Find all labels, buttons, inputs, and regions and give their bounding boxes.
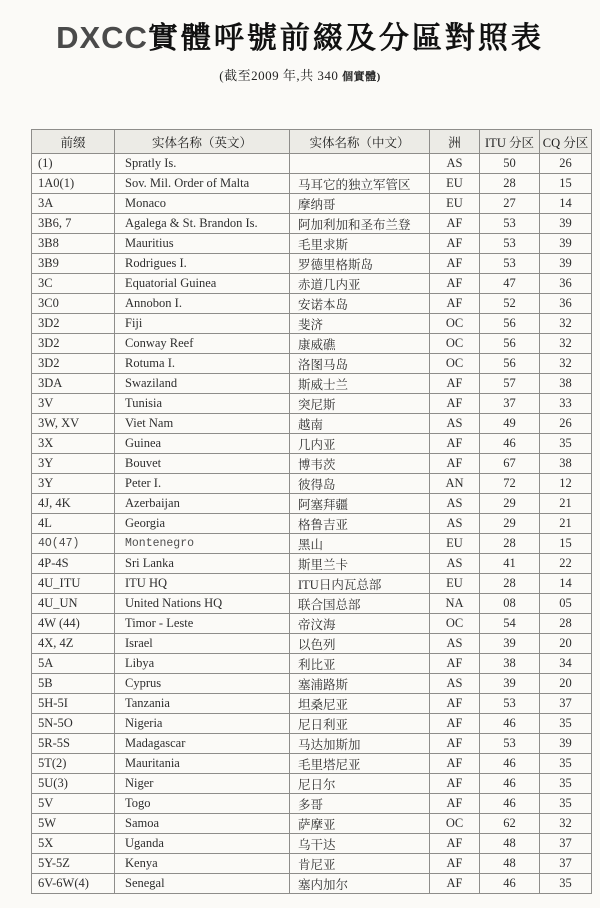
cell-cq-zone: 32 (540, 814, 592, 834)
cell-name-en: Tunisia (115, 394, 290, 414)
cell-cq-zone: 35 (540, 794, 592, 814)
cell-name-en: Kenya (115, 854, 290, 874)
dxcc-table (31, 129, 592, 894)
cell-continent: AF (430, 754, 480, 774)
cell-cq-zone: 37 (540, 694, 592, 714)
table-row (32, 294, 592, 314)
cell-cq-zone: 28 (540, 614, 592, 634)
cell-itu-zone: 54 (480, 614, 540, 634)
cell-prefix: 5B (32, 674, 115, 694)
cell-name-en: Cyprus (115, 674, 290, 694)
cell-prefix: 5T(2) (32, 754, 115, 774)
cell-itu-zone: 72 (480, 474, 540, 494)
cell-continent: AF (430, 394, 480, 414)
cell-prefix: 6V-6W(4) (32, 874, 115, 894)
cell-continent: AF (430, 854, 480, 874)
table-row (32, 514, 592, 534)
cell-cq-zone: 05 (540, 594, 592, 614)
cell-name-cn: 几内亚 (290, 434, 430, 454)
cell-itu-zone: 28 (480, 174, 540, 194)
cell-name-en: Sov. Mil. Order of Malta (115, 174, 290, 194)
cell-name-en: Rotuma I. (115, 354, 290, 374)
cell-cq-zone: 32 (540, 314, 592, 334)
cell-prefix: 5Y-5Z (32, 854, 115, 874)
cell-name-en: Swaziland (115, 374, 290, 394)
cell-continent: AS (430, 414, 480, 434)
cell-name-en: Rodrigues I. (115, 254, 290, 274)
table-body (32, 154, 592, 894)
cell-prefix: 3Y (32, 454, 115, 474)
cell-name-en: Guinea (115, 434, 290, 454)
cell-continent: AF (430, 234, 480, 254)
cell-cq-zone: 36 (540, 294, 592, 314)
cell-prefix: 3D2 (32, 314, 115, 334)
cell-name-en: Fiji (115, 314, 290, 334)
page-subtitle (0, 66, 600, 87)
cell-name-cn: 格鲁吉亚 (290, 514, 430, 534)
cell-name-cn: 突尼斯 (290, 394, 430, 414)
cell-name-cn: 黑山 (290, 534, 430, 554)
cell-prefix: 5A (32, 654, 115, 674)
cell-cq-zone: 15 (540, 534, 592, 554)
cell-itu-zone: 50 (480, 154, 540, 174)
cell-itu-zone: 67 (480, 454, 540, 474)
cell-name-en: Bouvet (115, 454, 290, 474)
cell-name-en: Annobon I. (115, 294, 290, 314)
table-row (32, 654, 592, 674)
cell-continent: AS (430, 554, 480, 574)
cell-itu-zone: 46 (480, 754, 540, 774)
cell-prefix: 4X, 4Z (32, 634, 115, 654)
cell-prefix: 3X (32, 434, 115, 454)
cell-itu-zone: 53 (480, 214, 540, 234)
table-row (32, 454, 592, 474)
cell-prefix: 5H-5I (32, 694, 115, 714)
cell-continent: AF (430, 794, 480, 814)
cell-prefix: 3B9 (32, 254, 115, 274)
cell-itu-zone: 39 (480, 634, 540, 654)
cell-itu-zone: 28 (480, 574, 540, 594)
cell-itu-zone: 47 (480, 274, 540, 294)
column-header-itu-zone: ITU 分区 (480, 130, 540, 154)
cell-name-cn: 肯尼亚 (290, 854, 430, 874)
cell-name-cn: 斯威士兰 (290, 374, 430, 394)
cell-continent: AN (430, 474, 480, 494)
cell-prefix: 3A (32, 194, 115, 214)
cell-name-cn: 阿塞拜疆 (290, 494, 430, 514)
table-row (32, 714, 592, 734)
cell-cq-zone: 35 (540, 434, 592, 454)
cell-name-cn: 塞内加尔 (290, 874, 430, 894)
cell-itu-zone: 46 (480, 774, 540, 794)
cell-itu-zone: 46 (480, 434, 540, 454)
cell-continent: AS (430, 634, 480, 654)
cell-name-cn: 多哥 (290, 794, 430, 814)
cell-prefix: 5U(3) (32, 774, 115, 794)
cell-cq-zone: 39 (540, 214, 592, 234)
cell-cq-zone: 39 (540, 254, 592, 274)
cell-name-cn: 博韦茨 (290, 454, 430, 474)
cell-itu-zone: 53 (480, 734, 540, 754)
cell-name-cn: 毛里求斯 (290, 234, 430, 254)
page-title-cjk: 實體呼號前綴及分區對照表 (147, 22, 544, 55)
cell-name-en: Senegal (115, 874, 290, 894)
cell-prefix: 3C0 (32, 294, 115, 314)
table-row (32, 554, 592, 574)
column-header-continent: 洲 (430, 130, 480, 154)
cell-name-cn: 以色列 (290, 634, 430, 654)
cell-continent: OC (430, 354, 480, 374)
cell-itu-zone: 49 (480, 414, 540, 434)
cell-itu-zone: 62 (480, 814, 540, 834)
cell-cq-zone: 33 (540, 394, 592, 414)
table-row (32, 774, 592, 794)
cell-prefix: 3D2 (32, 354, 115, 374)
cell-name-cn: 越南 (290, 414, 430, 434)
cell-continent: AS (430, 154, 480, 174)
cell-cq-zone: 38 (540, 454, 592, 474)
table-row (32, 494, 592, 514)
cell-continent: AF (430, 454, 480, 474)
cell-continent: OC (430, 614, 480, 634)
table-row (32, 394, 592, 414)
table-row (32, 614, 592, 634)
cell-continent: AF (430, 214, 480, 234)
cell-itu-zone: 38 (480, 654, 540, 674)
cell-itu-zone: 39 (480, 674, 540, 694)
cell-prefix: 4U_ITU (32, 574, 115, 594)
cell-prefix: 5X (32, 834, 115, 854)
cell-prefix: 3V (32, 394, 115, 414)
cell-continent: AS (430, 674, 480, 694)
cell-name-cn: 摩纳哥 (290, 194, 430, 214)
cell-name-en: Togo (115, 794, 290, 814)
table-row (32, 794, 592, 814)
cell-continent: OC (430, 334, 480, 354)
cell-prefix: 4P-4S (32, 554, 115, 574)
column-header-cq-zone: CQ 分区 (540, 130, 592, 154)
cell-name-en: Uganda (115, 834, 290, 854)
cell-prefix: 1A0(1) (32, 174, 115, 194)
cell-itu-zone: 08 (480, 594, 540, 614)
cell-itu-zone: 48 (480, 854, 540, 874)
cell-prefix: 4L (32, 514, 115, 534)
cell-cq-zone: 20 (540, 634, 592, 654)
cell-continent: AF (430, 374, 480, 394)
cell-cq-zone: 35 (540, 754, 592, 774)
cell-name-en: Niger (115, 774, 290, 794)
page-title-latin: DXCC (56, 20, 148, 55)
cell-cq-zone: 34 (540, 654, 592, 674)
cell-itu-zone: 48 (480, 834, 540, 854)
cell-name-cn (290, 154, 430, 174)
cell-name-cn: 彼得岛 (290, 474, 430, 494)
table-row (32, 594, 592, 614)
cell-itu-zone: 52 (480, 294, 540, 314)
cell-name-en: Azerbaijan (115, 494, 290, 514)
cell-name-cn: 斯里兰卡 (290, 554, 430, 574)
cell-name-cn: 毛里塔尼亚 (290, 754, 430, 774)
table-row (32, 254, 592, 274)
cell-name-en: Mauritius (115, 234, 290, 254)
cell-continent: OC (430, 314, 480, 334)
cell-name-en: Monaco (115, 194, 290, 214)
table-row (32, 874, 592, 894)
cell-cq-zone: 32 (540, 334, 592, 354)
cell-itu-zone: 57 (480, 374, 540, 394)
cell-cq-zone: 35 (540, 874, 592, 894)
cell-continent: AF (430, 714, 480, 734)
cell-continent: EU (430, 534, 480, 554)
cell-itu-zone: 41 (480, 554, 540, 574)
cell-name-cn: 塞浦路斯 (290, 674, 430, 694)
cell-itu-zone: 56 (480, 314, 540, 334)
cell-cq-zone: 14 (540, 194, 592, 214)
cell-name-en: Peter I. (115, 474, 290, 494)
cell-cq-zone: 26 (540, 154, 592, 174)
cell-cq-zone: 14 (540, 574, 592, 594)
table-row (32, 154, 592, 174)
cell-name-en: ITU HQ (115, 574, 290, 594)
cell-name-en: Sri Lanka (115, 554, 290, 574)
cell-cq-zone: 15 (540, 174, 592, 194)
cell-continent: NA (430, 594, 480, 614)
cell-name-en: United Nations HQ (115, 594, 290, 614)
cell-name-cn: 康威礁 (290, 334, 430, 354)
cell-cq-zone: 35 (540, 774, 592, 794)
cell-name-cn: 尼日利亚 (290, 714, 430, 734)
cell-itu-zone: 46 (480, 714, 540, 734)
cell-prefix: 3C (32, 274, 115, 294)
table-row (32, 374, 592, 394)
cell-name-cn: 洛图马岛 (290, 354, 430, 374)
cell-continent: AS (430, 514, 480, 534)
cell-name-cn: 利比亚 (290, 654, 430, 674)
cell-name-en: Tanzania (115, 694, 290, 714)
cell-prefix: 5W (32, 814, 115, 834)
cell-name-cn: 赤道几内亚 (290, 274, 430, 294)
table-row (32, 534, 592, 554)
cell-name-en: Agalega & St. Brandon Is. (115, 214, 290, 234)
table-row (32, 234, 592, 254)
cell-name-cn: 罗德里格斯岛 (290, 254, 430, 274)
cell-name-en: Conway Reef (115, 334, 290, 354)
cell-continent: AF (430, 734, 480, 754)
cell-name-en: Israel (115, 634, 290, 654)
cell-name-en: Montenegro (115, 534, 290, 554)
column-header-prefix: 前缀 (32, 130, 115, 154)
cell-continent: AF (430, 654, 480, 674)
cell-name-en: Nigeria (115, 714, 290, 734)
cell-prefix: 4O(47) (32, 534, 115, 554)
cell-itu-zone: 46 (480, 874, 540, 894)
table-row (32, 434, 592, 454)
cell-name-en: Viet Nam (115, 414, 290, 434)
table-row (32, 754, 592, 774)
cell-cq-zone: 37 (540, 834, 592, 854)
cell-prefix: (1) (32, 154, 115, 174)
column-header-name-cn: 实体名称（中文） (290, 130, 430, 154)
cell-prefix: 3Y (32, 474, 115, 494)
table-row (32, 674, 592, 694)
cell-name-en: Spratly Is. (115, 154, 290, 174)
cell-name-en: Libya (115, 654, 290, 674)
cell-continent: OC (430, 814, 480, 834)
cell-name-cn: 马耳它的独立军管区 (290, 174, 430, 194)
cell-itu-zone: 28 (480, 534, 540, 554)
cell-name-en: Timor - Leste (115, 614, 290, 634)
cell-cq-zone: 22 (540, 554, 592, 574)
cell-prefix: 5V (32, 794, 115, 814)
cell-cq-zone: 39 (540, 734, 592, 754)
cell-prefix: 3B6, 7 (32, 214, 115, 234)
cell-continent: AS (430, 494, 480, 514)
cell-prefix: 5R-5S (32, 734, 115, 754)
page-subtitle-count: 個實體) (342, 71, 381, 83)
table-row (32, 414, 592, 434)
cell-prefix: 3B8 (32, 234, 115, 254)
cell-continent: AF (430, 874, 480, 894)
table-row (32, 474, 592, 494)
table-row (32, 274, 592, 294)
table-row (32, 214, 592, 234)
cell-name-cn: 帝汶海 (290, 614, 430, 634)
cell-continent: AF (430, 694, 480, 714)
cell-name-cn: 乌干达 (290, 834, 430, 854)
cell-name-cn: 马达加斯加 (290, 734, 430, 754)
cell-continent: AF (430, 434, 480, 454)
cell-name-cn: 尼日尔 (290, 774, 430, 794)
cell-name-en: Samoa (115, 814, 290, 834)
cell-continent: AF (430, 254, 480, 274)
cell-cq-zone: 21 (540, 514, 592, 534)
cell-prefix: 4U_UN (32, 594, 115, 614)
cell-cq-zone: 35 (540, 714, 592, 734)
table-row (32, 574, 592, 594)
cell-name-cn: 联合国总部 (290, 594, 430, 614)
table-row (32, 354, 592, 374)
table-row (32, 174, 592, 194)
cell-name-en: Equatorial Guinea (115, 274, 290, 294)
cell-name-cn: 坦桑尼亚 (290, 694, 430, 714)
cell-continent: AF (430, 774, 480, 794)
cell-name-cn: 安诺本岛 (290, 294, 430, 314)
cell-continent: AF (430, 294, 480, 314)
cell-prefix: 4W (44) (32, 614, 115, 634)
cell-itu-zone: 56 (480, 354, 540, 374)
cell-name-cn: 萨摩亚 (290, 814, 430, 834)
table-row (32, 854, 592, 874)
cell-itu-zone: 53 (480, 694, 540, 714)
cell-continent: AF (430, 834, 480, 854)
cell-prefix: 3DA (32, 374, 115, 394)
cell-name-cn: ITU日内瓦总部 (290, 574, 430, 594)
table-row (32, 634, 592, 654)
cell-cq-zone: 38 (540, 374, 592, 394)
cell-continent: AF (430, 274, 480, 294)
cell-name-en: Madagascar (115, 734, 290, 754)
cell-prefix: 4J, 4K (32, 494, 115, 514)
cell-name-en: Georgia (115, 514, 290, 534)
table-row (32, 734, 592, 754)
table-header-row (32, 130, 592, 154)
cell-cq-zone: 12 (540, 474, 592, 494)
page-title (0, 18, 600, 64)
page-subtitle-main: (截至2009 年,共 340 (219, 68, 343, 83)
cell-cq-zone: 39 (540, 234, 592, 254)
cell-continent: EU (430, 174, 480, 194)
cell-itu-zone: 27 (480, 194, 540, 214)
cell-prefix: 3D2 (32, 334, 115, 354)
cell-itu-zone: 56 (480, 334, 540, 354)
cell-prefix: 5N-5O (32, 714, 115, 734)
cell-cq-zone: 26 (540, 414, 592, 434)
cell-cq-zone: 20 (540, 674, 592, 694)
table-row (32, 814, 592, 834)
cell-continent: EU (430, 194, 480, 214)
column-header-name-en: 实体名称（英文） (115, 130, 290, 154)
cell-name-cn: 阿加利加和圣布兰登 (290, 214, 430, 234)
cell-itu-zone: 53 (480, 254, 540, 274)
cell-itu-zone: 46 (480, 794, 540, 814)
cell-itu-zone: 29 (480, 494, 540, 514)
cell-cq-zone: 37 (540, 854, 592, 874)
cell-name-cn: 斐济 (290, 314, 430, 334)
table-row (32, 834, 592, 854)
table-row (32, 694, 592, 714)
cell-prefix: 3W, XV (32, 414, 115, 434)
cell-itu-zone: 37 (480, 394, 540, 414)
cell-continent: EU (430, 574, 480, 594)
cell-cq-zone: 36 (540, 274, 592, 294)
cell-itu-zone: 29 (480, 514, 540, 534)
table-row (32, 334, 592, 354)
table-row (32, 314, 592, 334)
cell-name-en: Mauritania (115, 754, 290, 774)
table-row (32, 194, 592, 214)
cell-cq-zone: 32 (540, 354, 592, 374)
cell-cq-zone: 21 (540, 494, 592, 514)
cell-itu-zone: 53 (480, 234, 540, 254)
